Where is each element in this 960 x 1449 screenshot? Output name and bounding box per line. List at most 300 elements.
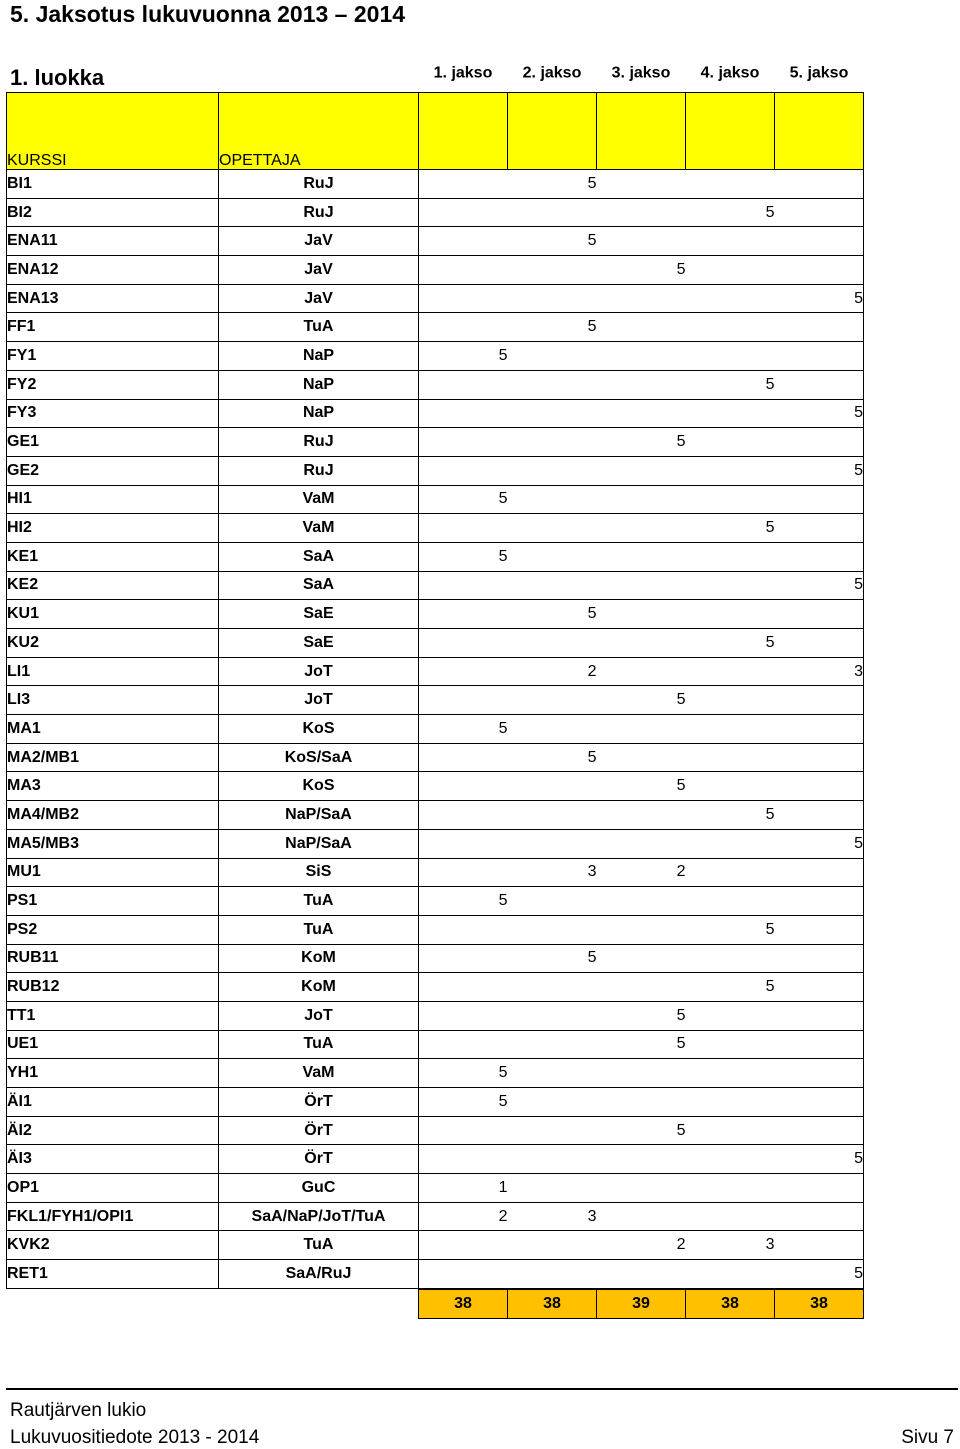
column-header-period-1: [419, 64, 508, 170]
period-3-value: 2: [597, 1231, 686, 1260]
period-5-value: [775, 198, 864, 227]
course-code: MA4/MB2: [7, 801, 219, 830]
period-2-value: [508, 1174, 597, 1203]
period-5-value: [775, 542, 864, 571]
period-2-value: [508, 456, 597, 485]
period-1-value: 5: [419, 1088, 508, 1117]
period-2-value: [508, 772, 597, 801]
period-4-value: [686, 1059, 775, 1088]
teacher-code: JaV: [219, 256, 419, 285]
class-title: 1. luokka: [10, 65, 105, 90]
teacher-code: VaM: [219, 514, 419, 543]
total-period-4: 38: [686, 1289, 775, 1318]
period-5-value: [775, 973, 864, 1002]
table-body: [7, 170, 864, 1289]
period-2-value: [508, 284, 597, 313]
teacher-code: SiS: [219, 858, 419, 887]
period-3-value: [597, 370, 686, 399]
period-3-value: [597, 313, 686, 342]
table-row: [7, 629, 864, 658]
teacher-code: SaA: [219, 571, 419, 600]
period-5-value: 5: [775, 1260, 864, 1289]
teacher-code: NaP/SaA: [219, 801, 419, 830]
period-2-value: [508, 256, 597, 285]
period-5-value: [775, 1001, 864, 1030]
table-row: [7, 657, 864, 686]
period-4-value: [686, 227, 775, 256]
period-2-value: [508, 801, 597, 830]
period-4-value: [686, 1202, 775, 1231]
table-row: [7, 600, 864, 629]
period-1-value: [419, 629, 508, 658]
period-4-value: [686, 342, 775, 371]
period-5-value: [775, 170, 864, 199]
table-row: [7, 973, 864, 1002]
period-3-value: [597, 657, 686, 686]
table-row: [7, 370, 864, 399]
course-code: LI3: [7, 686, 219, 715]
period-2-value: [508, 1260, 597, 1289]
period-2-value: [508, 542, 597, 571]
table-row: [7, 1174, 864, 1203]
period-4-value: [686, 772, 775, 801]
teacher-code: JoT: [219, 657, 419, 686]
teacher-code: KoM: [219, 944, 419, 973]
period-2-value: [508, 428, 597, 457]
period-5-value: [775, 743, 864, 772]
period-3-value: 5: [597, 1001, 686, 1030]
period-1-value: [419, 170, 508, 199]
period-3-value: [597, 284, 686, 313]
period-4-value: [686, 284, 775, 313]
period-1-value: [419, 600, 508, 629]
column-header-period-5: [775, 64, 864, 170]
period-5-value: [775, 600, 864, 629]
period-3-value: [597, 600, 686, 629]
period-2-value: [508, 973, 597, 1002]
period-2-value: [508, 342, 597, 371]
period-5-value: [775, 1174, 864, 1203]
period-5-value: [775, 629, 864, 658]
period-label: 5. jakso: [789, 64, 849, 82]
period-5-value: 3: [775, 657, 864, 686]
course-code: FKL1/FYH1/OPI1: [7, 1202, 219, 1231]
course-code: GE2: [7, 456, 219, 485]
period-3-value: 2: [597, 858, 686, 887]
course-code: ENA11: [7, 227, 219, 256]
teacher-code: RuJ: [219, 170, 419, 199]
period-4-value: 5: [686, 801, 775, 830]
teacher-code: KoS/SaA: [219, 743, 419, 772]
course-code: MA2/MB1: [7, 743, 219, 772]
table-row: [7, 399, 864, 428]
total-period-2: 38: [508, 1289, 597, 1318]
period-3-value: [597, 571, 686, 600]
period-3-value: 5: [597, 1030, 686, 1059]
table-row: [7, 571, 864, 600]
period-3-value: [597, 198, 686, 227]
period-3-value: [597, 715, 686, 744]
period-1-value: [419, 1231, 508, 1260]
period-1-value: 5: [419, 485, 508, 514]
teacher-code: ÖrT: [219, 1145, 419, 1174]
period-1-value: [419, 1116, 508, 1145]
period-4-value: 5: [686, 198, 775, 227]
period-5-value: 5: [775, 284, 864, 313]
period-1-value: [419, 772, 508, 801]
period-1-value: [419, 1145, 508, 1174]
period-3-value: [597, 1059, 686, 1088]
teacher-code: KoS: [219, 715, 419, 744]
period-3-value: 5: [597, 1116, 686, 1145]
table-row: [7, 542, 864, 571]
period-4-value: [686, 686, 775, 715]
period-3-value: 5: [597, 772, 686, 801]
table-row: [7, 829, 864, 858]
period-4-value: [686, 1116, 775, 1145]
period-1-value: [419, 858, 508, 887]
period-4-value: [686, 1088, 775, 1117]
document-title: 5. Jaksotus lukuvuonna 2013 – 2014: [10, 1, 406, 27]
period-4-value: [686, 313, 775, 342]
period-3-value: 5: [597, 428, 686, 457]
course-code: KE2: [7, 571, 219, 600]
period-2-value: 5: [508, 313, 597, 342]
course-code: HI2: [7, 514, 219, 543]
period-5-value: [775, 1202, 864, 1231]
period-4-value: 5: [686, 915, 775, 944]
period-1-value: [419, 571, 508, 600]
course-code: BI2: [7, 198, 219, 227]
period-1-value: [419, 657, 508, 686]
period-2-value: [508, 1059, 597, 1088]
period-1-value: 1: [419, 1174, 508, 1203]
period-3-value: [597, 829, 686, 858]
period-3-value: 5: [597, 686, 686, 715]
footer-document-name: Lukuvuositiedote 2013 - 2014: [10, 1427, 260, 1448]
period-4-value: [686, 1174, 775, 1203]
column-header-period-2: [508, 64, 597, 170]
period-2-value: [508, 686, 597, 715]
teacher-code: SaA: [219, 542, 419, 571]
period-2-value: 3: [508, 1202, 597, 1231]
course-code: PS2: [7, 915, 219, 944]
period-label: 2. jakso: [522, 64, 582, 82]
course-code: PS1: [7, 887, 219, 916]
period-5-value: 5: [775, 829, 864, 858]
teacher-code: NaP: [219, 342, 419, 371]
table-row: [7, 1059, 864, 1088]
period-2-value: [508, 1001, 597, 1030]
period-3-value: [597, 1145, 686, 1174]
period-5-value: [775, 1231, 864, 1260]
period-1-value: [419, 743, 508, 772]
period-4-value: [686, 399, 775, 428]
period-3-value: [597, 973, 686, 1002]
period-4-value: [686, 1001, 775, 1030]
teacher-code: SaA/NaP/JoT/TuA: [219, 1202, 419, 1231]
table-row: [7, 1260, 864, 1289]
footer-divider: [6, 1388, 958, 1390]
period-4-value: [686, 657, 775, 686]
column-header-course: KURSSI: [7, 93, 219, 170]
period-1-value: [419, 428, 508, 457]
totals-spacer: [7, 1289, 219, 1318]
table-row: [7, 801, 864, 830]
period-5-value: [775, 1088, 864, 1117]
course-code: MA5/MB3: [7, 829, 219, 858]
period-5-value: [775, 370, 864, 399]
period-5-value: [775, 1030, 864, 1059]
period-3-value: [597, 456, 686, 485]
period-2-value: [508, 1030, 597, 1059]
teacher-code: TuA: [219, 887, 419, 916]
course-code: ENA13: [7, 284, 219, 313]
period-5-value: [775, 485, 864, 514]
course-code: TT1: [7, 1001, 219, 1030]
table-row: [7, 256, 864, 285]
period-5-value: 5: [775, 1145, 864, 1174]
teacher-code: KoM: [219, 973, 419, 1002]
teacher-code: TuA: [219, 1231, 419, 1260]
table-row: [7, 1001, 864, 1030]
course-code: FY1: [7, 342, 219, 371]
table-row: [7, 170, 864, 199]
table-row: [7, 715, 864, 744]
period-4-value: [686, 456, 775, 485]
period-1-value: [419, 686, 508, 715]
course-code: ENA12: [7, 256, 219, 285]
course-code: KU2: [7, 629, 219, 658]
period-1-value: [419, 256, 508, 285]
period-4-value: [686, 829, 775, 858]
course-code: ÄI1: [7, 1088, 219, 1117]
period-4-value: [686, 1145, 775, 1174]
table-row: [7, 1231, 864, 1260]
period-3-value: [597, 227, 686, 256]
period-3-value: 5: [597, 256, 686, 285]
period-4-value: [686, 715, 775, 744]
period-label: 4. jakso: [700, 64, 760, 82]
table-row: [7, 772, 864, 801]
period-2-value: [508, 514, 597, 543]
period-2-value: [508, 629, 597, 658]
teacher-code: KoS: [219, 772, 419, 801]
course-code: RET1: [7, 1260, 219, 1289]
table-row: [7, 887, 864, 916]
period-4-value: [686, 485, 775, 514]
period-4-value: [686, 571, 775, 600]
period-1-value: [419, 1030, 508, 1059]
period-2-value: [508, 571, 597, 600]
column-header-period-3: [597, 64, 686, 170]
table-row: [7, 342, 864, 371]
course-code: MA3: [7, 772, 219, 801]
period-3-value: [597, 743, 686, 772]
table-row: [7, 915, 864, 944]
course-code: HI1: [7, 485, 219, 514]
period-4-value: [686, 428, 775, 457]
table-row: [7, 227, 864, 256]
period-4-value: [686, 743, 775, 772]
period-2-value: 5: [508, 944, 597, 973]
footer-school-name: Rautjärven lukio: [10, 1400, 147, 1421]
course-code: FY2: [7, 370, 219, 399]
period-3-value: [597, 342, 686, 371]
period-2-value: [508, 399, 597, 428]
period-3-value: [597, 915, 686, 944]
period-2-value: 5: [508, 600, 597, 629]
period-1-value: 5: [419, 887, 508, 916]
period-label: 1. jakso: [433, 64, 493, 82]
table-row: [7, 514, 864, 543]
course-code: BI1: [7, 170, 219, 199]
period-1-value: [419, 456, 508, 485]
period-5-value: [775, 772, 864, 801]
table-row: [7, 1088, 864, 1117]
teacher-code: JaV: [219, 227, 419, 256]
course-code: MU1: [7, 858, 219, 887]
period-4-value: 5: [686, 514, 775, 543]
teacher-code: JoT: [219, 1001, 419, 1030]
period-4-value: [686, 887, 775, 916]
table-row: [7, 1116, 864, 1145]
table-row: [7, 743, 864, 772]
period-5-value: [775, 915, 864, 944]
teacher-code: JaV: [219, 284, 419, 313]
teacher-code: VaM: [219, 485, 419, 514]
course-code: FF1: [7, 313, 219, 342]
period-1-value: [419, 227, 508, 256]
period-1-value: [419, 399, 508, 428]
period-1-value: 5: [419, 342, 508, 371]
teacher-code: TuA: [219, 915, 419, 944]
period-label: 3. jakso: [611, 64, 671, 82]
period-5-value: [775, 342, 864, 371]
teacher-code: RuJ: [219, 456, 419, 485]
period-2-value: [508, 485, 597, 514]
period-1-value: [419, 313, 508, 342]
period-2-value: 5: [508, 227, 597, 256]
period-5-value: [775, 801, 864, 830]
period-2-value: [508, 370, 597, 399]
period-1-value: [419, 829, 508, 858]
period-3-value: [597, 1174, 686, 1203]
period-4-value: [686, 170, 775, 199]
table-row: [7, 284, 864, 313]
period-3-value: [597, 887, 686, 916]
period-2-value: [508, 1231, 597, 1260]
footer-page-number: Sivu 7: [901, 1427, 954, 1448]
totals-row: [7, 1289, 864, 1318]
period-4-value: [686, 858, 775, 887]
period-3-value: [597, 170, 686, 199]
table-row: [7, 1030, 864, 1059]
course-code: RUB12: [7, 973, 219, 1002]
period-5-value: [775, 686, 864, 715]
period-1-value: [419, 198, 508, 227]
total-period-1: 38: [419, 1289, 508, 1318]
teacher-code: NaP: [219, 370, 419, 399]
teacher-code: VaM: [219, 1059, 419, 1088]
teacher-code: RuJ: [219, 198, 419, 227]
course-code: OP1: [7, 1174, 219, 1203]
period-1-value: [419, 284, 508, 313]
period-1-value: [419, 514, 508, 543]
teacher-code: RuJ: [219, 428, 419, 457]
period-5-value: [775, 514, 864, 543]
teacher-code: NaP: [219, 399, 419, 428]
course-code: KVK2: [7, 1231, 219, 1260]
period-4-value: 5: [686, 370, 775, 399]
table-row: [7, 313, 864, 342]
period-2-value: 5: [508, 170, 597, 199]
period-3-value: [597, 1088, 686, 1117]
period-5-value: [775, 428, 864, 457]
table-row: [7, 456, 864, 485]
course-code: MA1: [7, 715, 219, 744]
period-4-value: [686, 600, 775, 629]
period-2-value: [508, 1116, 597, 1145]
period-5-value: [775, 887, 864, 916]
course-code: KU1: [7, 600, 219, 629]
period-5-value: [775, 256, 864, 285]
period-2-value: 2: [508, 657, 597, 686]
period-4-value: 5: [686, 973, 775, 1002]
period-3-value: [597, 1202, 686, 1231]
period-2-value: [508, 915, 597, 944]
period-1-value: [419, 915, 508, 944]
period-3-value: [597, 399, 686, 428]
table-row: [7, 1202, 864, 1231]
course-code: RUB11: [7, 944, 219, 973]
period-2-value: 3: [508, 858, 597, 887]
period-4-value: [686, 542, 775, 571]
period-4-value: [686, 1260, 775, 1289]
period-5-value: [775, 313, 864, 342]
period-3-value: [597, 485, 686, 514]
period-4-value: [686, 256, 775, 285]
totals-spacer: [219, 1289, 419, 1318]
teacher-code: SaE: [219, 600, 419, 629]
period-5-value: [775, 944, 864, 973]
period-4-value: [686, 1030, 775, 1059]
period-3-value: [597, 514, 686, 543]
period-2-value: 5: [508, 743, 597, 772]
total-period-5: 38: [775, 1289, 864, 1318]
period-1-value: [419, 944, 508, 973]
table-row: [7, 686, 864, 715]
period-2-value: [508, 829, 597, 858]
period-1-value: [419, 370, 508, 399]
teacher-code: JoT: [219, 686, 419, 715]
period-5-value: [775, 715, 864, 744]
period-4-value: 3: [686, 1231, 775, 1260]
teacher-code: TuA: [219, 313, 419, 342]
period-5-value: [775, 227, 864, 256]
period-3-value: [597, 629, 686, 658]
period-2-value: [508, 198, 597, 227]
period-5-value: [775, 1116, 864, 1145]
period-3-value: [597, 801, 686, 830]
course-code: ÄI3: [7, 1145, 219, 1174]
period-5-value: [775, 858, 864, 887]
period-2-value: [508, 715, 597, 744]
teacher-code: TuA: [219, 1030, 419, 1059]
teacher-code: ÖrT: [219, 1116, 419, 1145]
teacher-code: SaA/RuJ: [219, 1260, 419, 1289]
period-5-value: 5: [775, 456, 864, 485]
